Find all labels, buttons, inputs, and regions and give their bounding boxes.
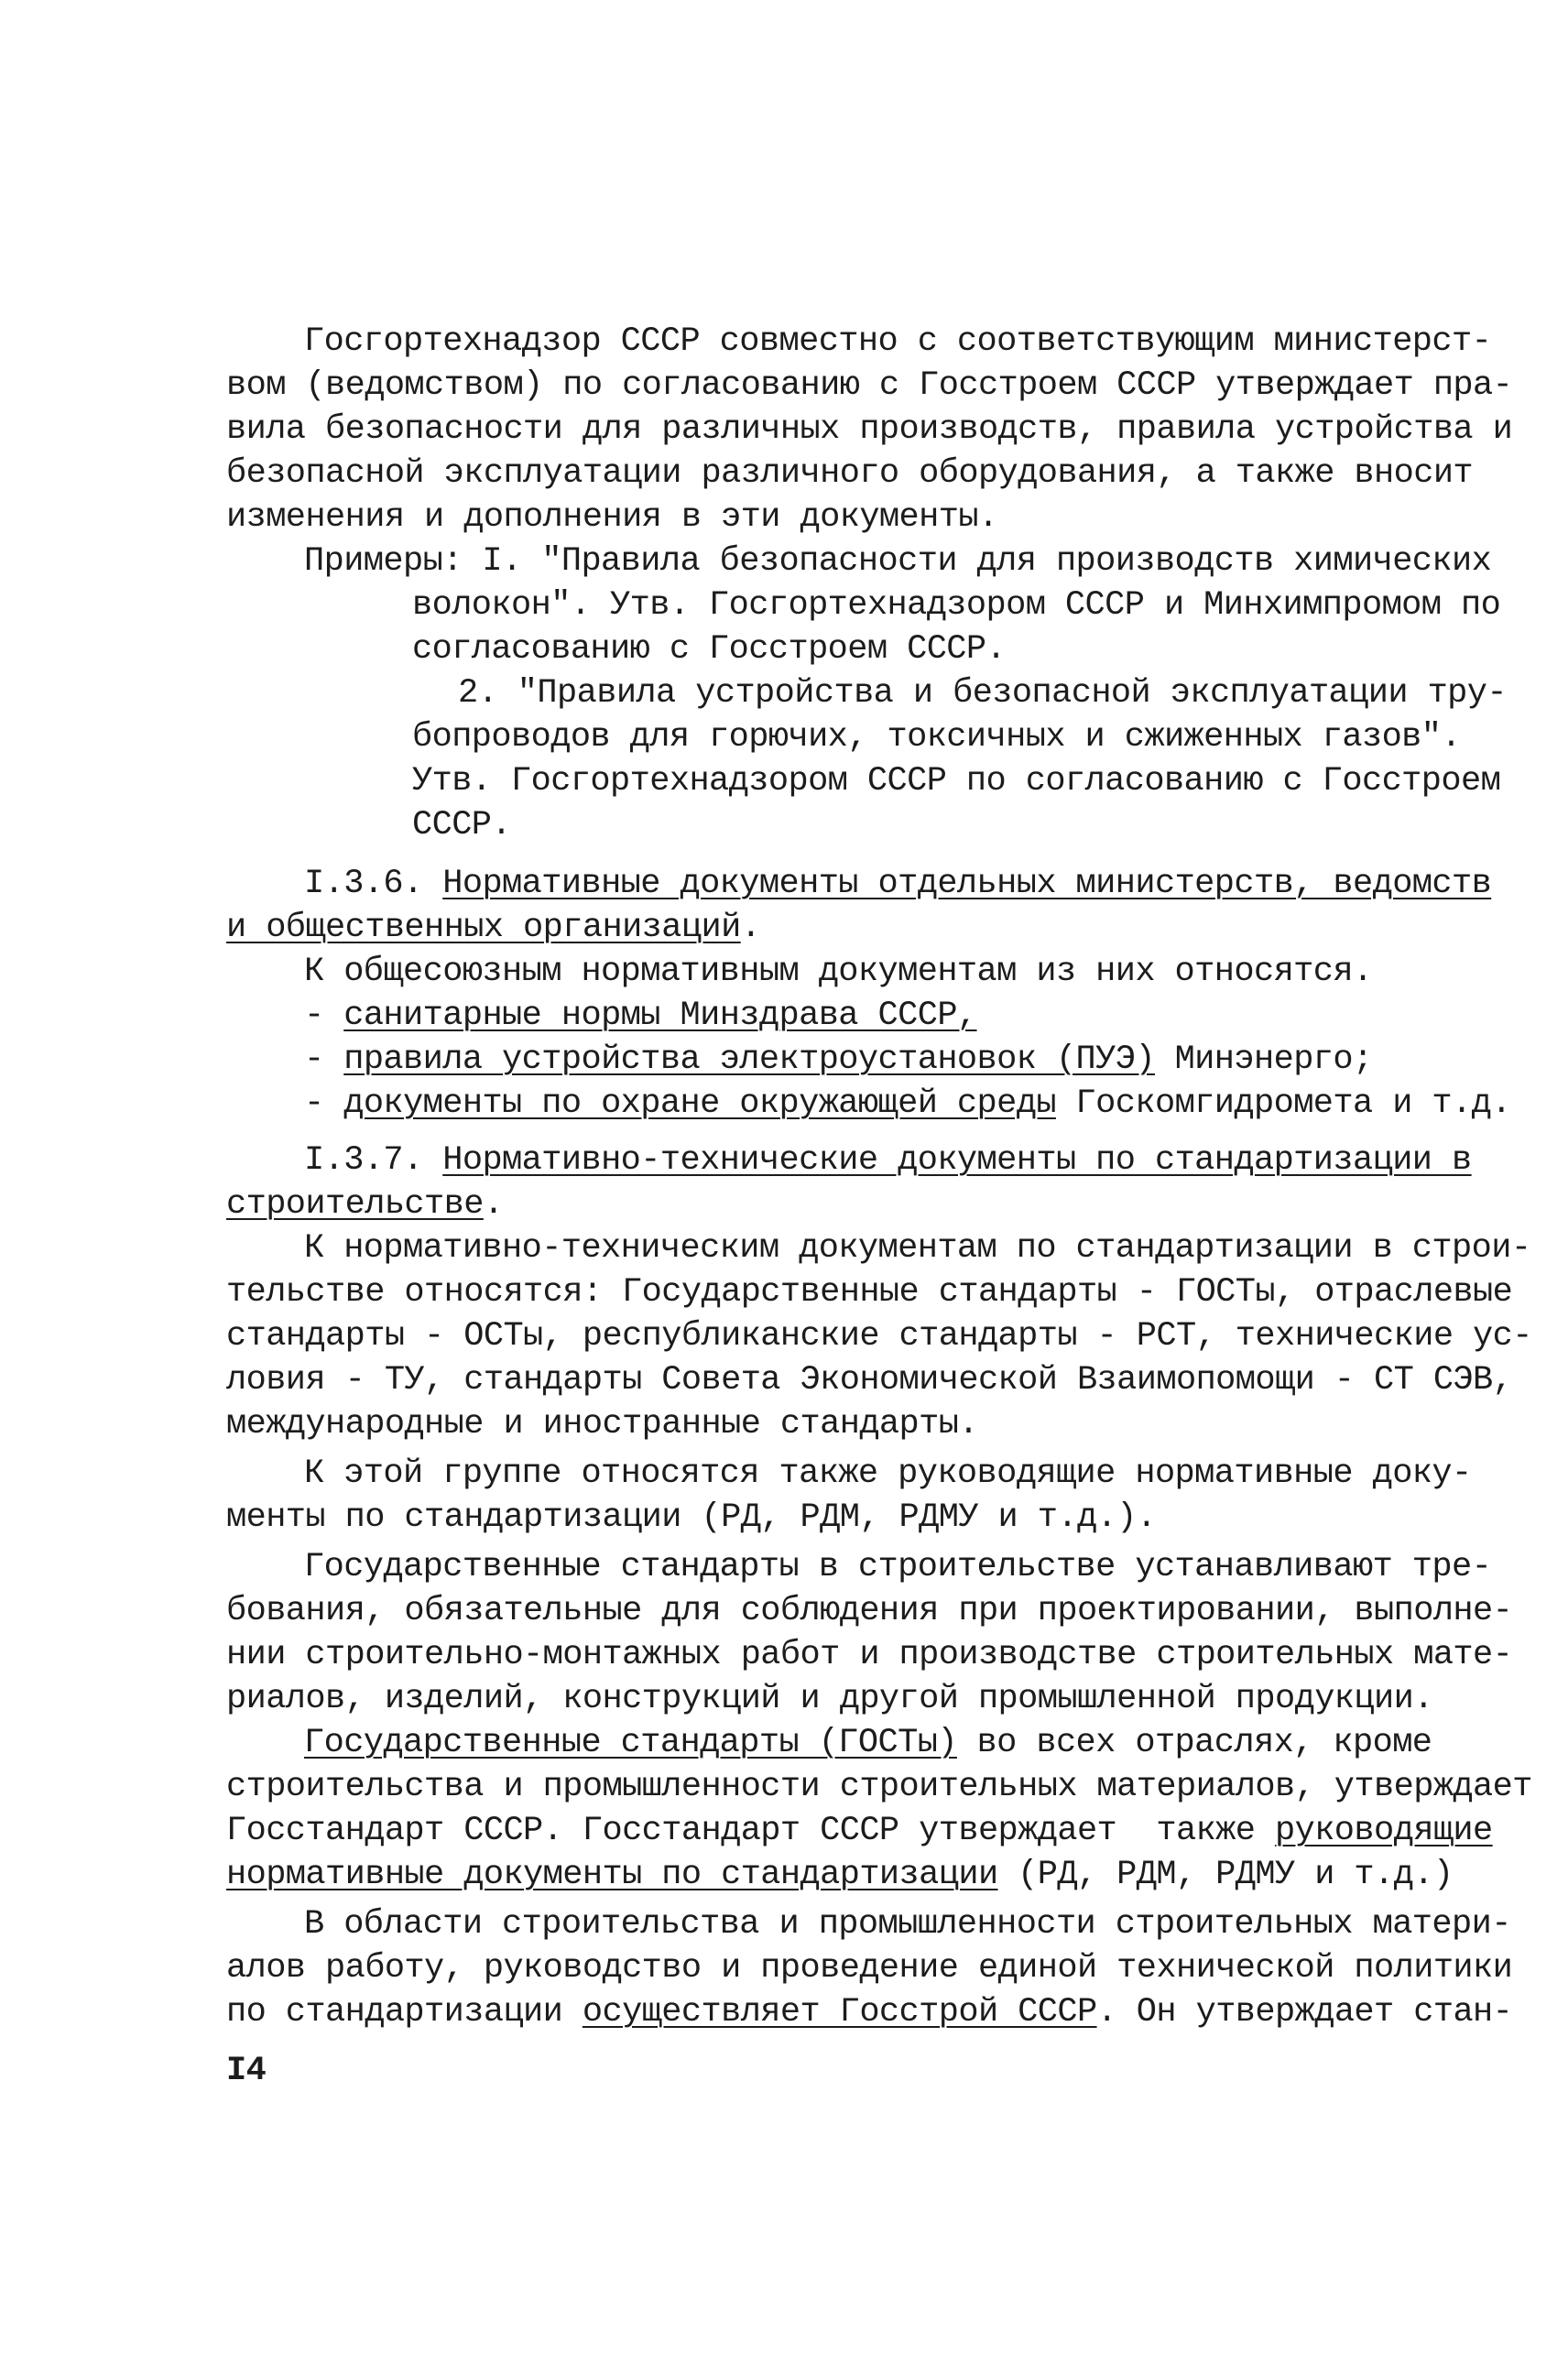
text-line: тельстве относятся: Государственные стандарты - ГОСТы, отраслевые: [226, 1273, 1513, 1312]
text-line: бования, обязательные для соблюдения при проектировании, выполне-: [226, 1592, 1513, 1630]
text-line: риалов, изделий, конструкций и другой промышленной продукции.: [226, 1680, 1433, 1718]
list-item: [304, 1082, 1511, 1126]
text-fragment: Госкомгидромета и т.д.: [1055, 1084, 1511, 1123]
list-item: [304, 1038, 1373, 1082]
underlined-text: руководящие: [1275, 1812, 1493, 1850]
underlined-text: Нормативно-технические документы по стандартизации в: [442, 1141, 1472, 1180]
list-dash: -: [304, 997, 344, 1035]
text-fragment: . Он утверждает стан-: [1096, 1993, 1513, 2032]
list-dash: -: [304, 1084, 344, 1123]
text-line: [226, 1990, 1512, 2034]
text-fragment: по стандартизации: [226, 1993, 583, 2032]
underlined-text: и общественных организаций: [226, 909, 741, 947]
text-line: волокон". Утв. Госгортехнадзором СССР и Минхимпромом по: [412, 586, 1501, 625]
section-heading: [304, 1138, 1472, 1182]
section-heading-cont: [226, 906, 760, 950]
text-line: Примеры: I. "Правила безопасности для производств химических: [304, 542, 1492, 581]
text-line: К этой группе относятся также руководящие нормативные доку-: [304, 1454, 1472, 1493]
text-line: вила безопасности для различных производств, правила устройства и: [226, 410, 1513, 449]
page-number: I4: [226, 2052, 267, 2090]
underlined-text: осуществляет Госстрой СССР: [582, 1993, 1097, 2032]
text-line: В области строительства и промышленности строительных матери-: [304, 1905, 1511, 1944]
text-line: согласованию с Госстроем СССР.: [412, 630, 1007, 669]
text-line: 2. "Правила устройства и безопасной эксплуатации тру-: [458, 674, 1507, 713]
text-line: Госгортехнадзор СССР совместно с соответствующим министерст-: [304, 322, 1492, 361]
text-line: вом (ведомством) по согласованию с Госстроем СССР утверждает пра-: [226, 366, 1513, 405]
section-number: I.3.6.: [304, 865, 443, 903]
underlined-text: Государственные стандарты (ГОСТы): [304, 1724, 957, 1762]
text-line: ловия - ТУ, стандарты Совета Экономической Взаимопомощи - СТ СЭВ,: [226, 1361, 1513, 1400]
text-line: стандарты - ОСТы, республиканские стандарты - РСТ, технические ус-: [226, 1317, 1532, 1356]
section-heading: [304, 862, 1491, 906]
text-line: Государственные стандарты в строительстве устанавливают тре-: [304, 1548, 1492, 1586]
text-line: К нормативно-техническим документам по стандартизации в строи-: [304, 1229, 1531, 1268]
text-line: [226, 1853, 1453, 1897]
text-line: строительства и промышленности строительных материалов, утверждает: [226, 1768, 1532, 1806]
text-line: менты по стандартизации (РД, РДМ, РДМУ и т.д.).: [226, 1498, 1157, 1537]
underlined-text: правила устройства электроустановок (ПУЭ): [343, 1040, 1155, 1079]
text-line: бопроводов для горючих, токсичных и сжиженных газов".: [412, 718, 1461, 757]
underlined-text: санитарные нормы Минздрава СССР,: [343, 997, 977, 1035]
text-line: [304, 1721, 1432, 1765]
text-line: Утв. Госгортехнадзором СССР по согласованию с Госстроем: [412, 762, 1501, 801]
section-number: I.3.7.: [304, 1141, 443, 1180]
text-fragment: во всех отраслях, кроме: [956, 1724, 1432, 1762]
text-line: безопасной эксплуатации различного оборудования, а также вносит: [226, 454, 1474, 493]
text-line: изменения и дополнения в эти документы.: [226, 498, 998, 537]
text-line: К общесоюзным нормативным документам из них относятся.: [304, 953, 1373, 991]
underlined-text: нормативные документы по стандартизации: [226, 1856, 998, 1894]
text-line: СССР.: [412, 806, 512, 844]
underlined-text: Нормативные документы отдельных министерств, ведомств: [442, 865, 1492, 903]
list-item: [304, 994, 977, 1038]
text-line: нии строительно-монтажных работ и производстве строительных мате-: [226, 1636, 1513, 1674]
text-fragment: (РД, РДМ, РДМУ и т.д.): [997, 1856, 1454, 1894]
text-fragment: Минэнерго;: [1154, 1040, 1373, 1079]
underlined-text: документы по охране окружающей среды: [343, 1084, 1056, 1123]
text-line: [226, 1809, 1493, 1853]
text-line: международные и иностранные стандарты.: [226, 1405, 978, 1443]
text-fragment: .: [483, 1185, 504, 1224]
text-fragment: Госстандарт СССР. Госстандарт СССР утверждает также: [226, 1812, 1275, 1850]
section-heading-cont: [226, 1182, 503, 1226]
list-dash: -: [304, 1040, 344, 1079]
text-fragment: .: [740, 909, 761, 947]
text-line: алов работу, руководство и проведение единой технической политики: [226, 1949, 1513, 1988]
underlined-text: строительстве: [226, 1185, 484, 1224]
